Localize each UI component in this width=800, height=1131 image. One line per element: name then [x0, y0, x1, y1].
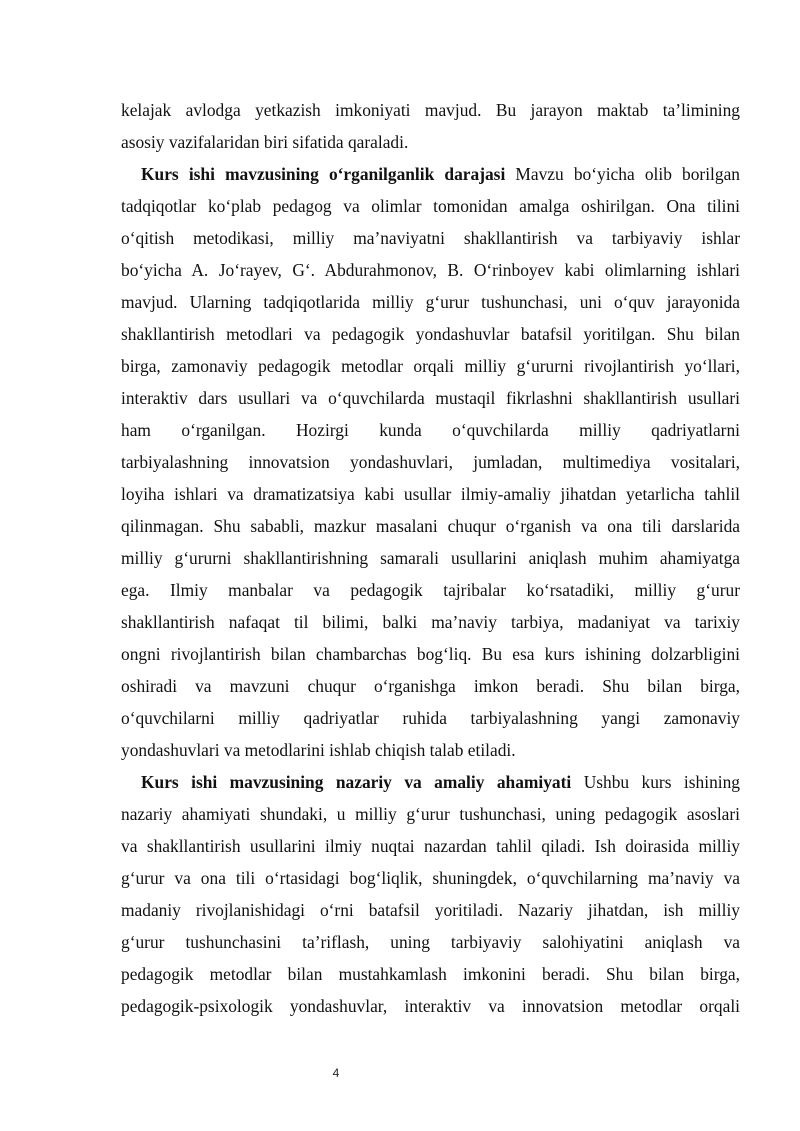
body-text: Mavzu bo‘yicha olib borilgan	[515, 164, 740, 184]
body-text-line: loyiha ishlari va dramatizatsiya kabi usullar ilmiy-amaliy jihatdan yetarlicha tahlil	[121, 484, 740, 504]
body-text-line: ham o‘rganilgan. Hozirgi kunda o‘quvchilarda milliy qadriyatlarni	[121, 420, 740, 440]
body-text-line: g‘urur tushunchasini ta’riflash, uning tarbiyaviy salohiyatini aniqlash va	[121, 932, 740, 952]
body-text-line: va shakllantirish usullarini ilmiy nuqtai nazardan tahlil qiladi. Ish doirasida milliy	[121, 836, 740, 856]
body-text-line: o‘qitish metodikasi, milliy ma’naviyatni shakllantirish va tarbiyaviy ishlar	[121, 228, 740, 248]
body-text: Ushbu kurs ishining	[583, 772, 740, 792]
body-text-line: bo‘yicha A. Jo‘rayev, G‘. Abdurahmonov, B. O‘rinboyev kabi olimlarning ishlari	[121, 260, 740, 280]
body-text-line: qilinmagan. Shu sababli, mazkur masalani chuqur o‘rganish va ona tili darslarida	[121, 516, 740, 536]
body-text-line: pedagogik-psixologik yondashuvlar, interaktiv va innovatsion metodlar orqali	[121, 996, 740, 1016]
body-text-line: milliy g‘ururni shakllantirishning samarali usullarini aniqlash muhim ahamiyatga	[121, 548, 740, 568]
document-page	[121, 94, 740, 1022]
body-text-line: tarbiyalashning innovatsion yondashuvlari, jumladan, multimediya vositalari,	[121, 452, 740, 472]
body-text-line: shakllantirish nafaqat til bilimi, balki ma’naviy tarbiya, madaniyat va tarixiy	[121, 612, 740, 632]
body-text-line: oshiradi va mavzuni chuqur o‘rganishga imkon beradi. Shu bilan birga,	[121, 676, 740, 696]
body-text-line: ongni rivojlantirish bilan chambarchas bog‘liq. Bu esa kurs ishining dolzarbligini	[121, 644, 740, 664]
page-number: 4	[332, 1066, 340, 1080]
section-heading-study-level: Kurs ishi mavzusining o‘rganilganlik darajasi	[141, 164, 506, 184]
body-text-line: mavjud. Ularning tadqiqotlarida milliy g‘urur tushunchasi, uni o‘quv jarayonida	[121, 292, 740, 312]
body-text-line: g‘urur va ona tili o‘rtasidagi bog‘liqlik, shuningdek, o‘quvchilarning ma’naviy va	[121, 868, 740, 888]
body-text-line: interaktiv dars usullari va o‘quvchilarda mustaqil fikrlashni shakllantirish usullari	[121, 388, 740, 408]
body-text-line: pedagogik metodlar bilan mustahkamlash imkonini beradi. Shu bilan birga,	[121, 964, 740, 984]
body-text-line: ega. Ilmiy manbalar va pedagogik tajribalar ko‘rsatadiki, milliy g‘urur	[121, 580, 740, 600]
body-text-line: shakllantirish metodlari va pedagogik yondashuvlar batafsil yoritilgan. Shu bilan	[121, 324, 740, 344]
body-text-line: nazariy ahamiyati shundaki, u milliy g‘urur tushunchasi, uning pedagogik asoslari	[121, 804, 740, 824]
paragraph-first-line	[121, 158, 740, 190]
body-text-line: tadqiqotlar ko‘plab pedagog va olimlar tomonidan amalga oshirilgan. Ona tilini	[121, 196, 740, 216]
body-text-line: birga, zamonaviy pedagogik metodlar orqali milliy g‘ururni rivojlantirish yo‘llari,	[121, 356, 740, 376]
body-text-line: o‘quvchilarni milliy qadriyatlar ruhida tarbiyalashning yangi zamonaviy	[121, 708, 740, 728]
paragraph-first-line	[121, 766, 740, 798]
body-text-line: asosiy vazifalaridan biri sifatida qaraladi.	[121, 132, 409, 152]
body-text-line: kelajak avlodga yetkazish imkoniyati mavjud. Bu jarayon maktab ta’limining	[121, 100, 740, 120]
body-text-line: yondashuvlari va metodlarini ishlab chiqish talab etiladi.	[121, 740, 516, 760]
section-heading-significance: Kurs ishi mavzusining nazariy va amaliy ahamiyati	[141, 772, 572, 792]
body-text-line: madaniy rivojlanishidagi o‘rni batafsil yoritiladi. Nazariy jihatdan, ish milliy	[121, 900, 740, 920]
